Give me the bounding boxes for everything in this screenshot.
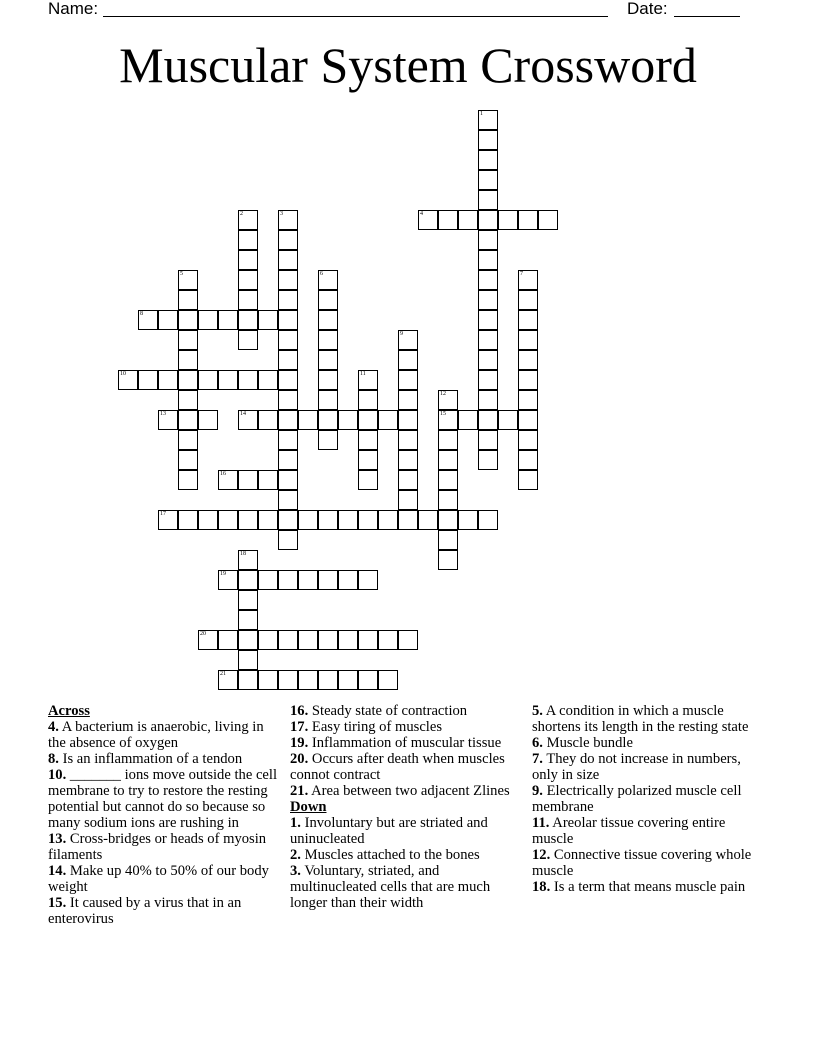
grid-cell[interactable] (438, 470, 458, 490)
grid-cell[interactable] (178, 390, 198, 410)
cell-number: 19 (220, 571, 226, 577)
grid-cell[interactable] (218, 510, 238, 530)
grid-cell[interactable] (378, 410, 398, 430)
grid-cell[interactable] (518, 330, 538, 350)
clue-number: 7. (532, 751, 543, 767)
date-label: Date: (627, 0, 668, 18)
clue-number: 21. (290, 783, 309, 799)
clue-text: It caused by a virus that in an enterovirus (48, 895, 242, 927)
grid-cell[interactable] (298, 510, 318, 530)
grid-cell[interactable] (478, 110, 498, 130)
grid-cell[interactable] (398, 630, 418, 650)
clue-text: Muscle bundle (542, 735, 633, 751)
grid-cell[interactable] (118, 370, 138, 390)
grid-cell[interactable] (238, 210, 258, 230)
grid-cell[interactable] (278, 290, 298, 310)
grid-cell[interactable] (178, 370, 198, 390)
grid-cell[interactable] (518, 350, 538, 370)
grid-cell[interactable] (478, 150, 498, 170)
across-clue-15 (48, 895, 284, 927)
grid-cell[interactable] (318, 270, 338, 290)
name-label: Name: (48, 0, 99, 18)
grid-cell[interactable] (238, 570, 258, 590)
grid-cell[interactable] (278, 270, 298, 290)
clue-text: Is an inflammation of a tendon (58, 751, 243, 767)
grid-cell[interactable] (158, 310, 178, 330)
grid-cell[interactable] (258, 370, 278, 390)
cell-number: 18 (240, 551, 246, 557)
grid-cell[interactable] (438, 490, 458, 510)
cell-number: 2 (240, 211, 243, 217)
grid-cell[interactable] (198, 630, 218, 650)
clue-text: Is a term that means muscle pain (550, 879, 746, 895)
grid-cell[interactable] (518, 470, 538, 490)
grid-cell[interactable] (318, 410, 338, 430)
across-clue-4 (48, 719, 284, 751)
clue-text: Inflammation of muscular tissue (308, 735, 502, 751)
grid-cell[interactable] (258, 670, 278, 690)
grid-cell[interactable] (178, 290, 198, 310)
grid-cell[interactable] (418, 210, 438, 230)
grid-cell[interactable] (258, 510, 278, 530)
clue-text: Occurs after death when muscles connot contract (290, 751, 505, 783)
grid-cell[interactable] (298, 630, 318, 650)
grid-cell[interactable] (358, 510, 378, 530)
grid-cell[interactable] (358, 570, 378, 590)
grid-cell[interactable] (198, 310, 218, 330)
grid-cell[interactable] (438, 410, 458, 430)
grid-cell[interactable] (298, 670, 318, 690)
cell-number: 7 (520, 271, 523, 277)
grid-cell[interactable] (358, 390, 378, 410)
grid-cell[interactable] (478, 370, 498, 390)
cell-number: 16 (220, 471, 226, 477)
grid-cell[interactable] (478, 310, 498, 330)
grid-cell[interactable] (398, 410, 418, 430)
down-clue-5 (532, 703, 762, 735)
grid-cell[interactable] (398, 370, 418, 390)
grid-cell[interactable] (238, 410, 258, 430)
grid-cell[interactable] (238, 590, 258, 610)
grid-cell[interactable] (458, 210, 478, 230)
clue-text: Areolar tissue covering entire muscle (532, 815, 726, 847)
clue-text: Electrically polarized muscle cell membrane (532, 783, 742, 815)
cell-number: 5 (180, 271, 183, 277)
down-clue-2 (290, 847, 516, 863)
clue-text: Area between two adjacent Zlines (308, 783, 510, 799)
grid-cell[interactable] (238, 270, 258, 290)
clue-text: Cross-bridges or heads of myosin filaments (48, 831, 267, 863)
clues-column-2 (290, 703, 516, 911)
cell-number: 3 (280, 211, 283, 217)
grid-cell[interactable] (518, 210, 538, 230)
cell-number: 10 (120, 371, 126, 377)
grid-cell[interactable] (278, 670, 298, 690)
grid-cell[interactable] (438, 210, 458, 230)
grid-cell[interactable] (238, 470, 258, 490)
grid-cell[interactable] (518, 390, 538, 410)
cell-number: 11 (360, 371, 366, 377)
grid-cell[interactable] (338, 570, 358, 590)
grid-cell[interactable] (318, 330, 338, 350)
grid-cell[interactable] (318, 670, 338, 690)
grid-cell[interactable] (278, 350, 298, 370)
grid-cell[interactable] (258, 470, 278, 490)
clue-number: 9. (532, 783, 543, 799)
down-clue-9 (532, 783, 762, 815)
grid-cell[interactable] (318, 290, 338, 310)
grid-cell[interactable] (398, 490, 418, 510)
grid-cell[interactable] (358, 470, 378, 490)
grid-cell[interactable] (238, 330, 258, 350)
grid-cell[interactable] (278, 530, 298, 550)
grid-cell[interactable] (218, 310, 238, 330)
grid-cell[interactable] (178, 470, 198, 490)
grid-cell[interactable] (238, 290, 258, 310)
grid-cell[interactable] (358, 450, 378, 470)
grid-cell[interactable] (218, 370, 238, 390)
grid-cell[interactable] (278, 390, 298, 410)
clue-number: 13. (48, 831, 67, 847)
clue-number: 14. (48, 863, 67, 879)
clue-number: 18. (532, 879, 551, 895)
down-clue-7 (532, 751, 762, 783)
cell-number: 1 (480, 111, 483, 117)
grid-cell[interactable] (238, 650, 258, 670)
grid-cell[interactable] (438, 450, 458, 470)
cell-number: 21 (220, 671, 226, 677)
clue-text: _______ ions move outside the cell membrane to try to restore the resting potential but cannot do so because so many sodium ions are rushing in (48, 767, 278, 831)
clue-text: A condition in which a muscle shortens its length in the resting state (532, 703, 749, 735)
grid-cell[interactable] (478, 210, 498, 230)
clue-number: 6. (532, 735, 543, 751)
grid-cell[interactable] (318, 310, 338, 330)
grid-cell[interactable] (198, 410, 218, 430)
grid-cell[interactable] (438, 430, 458, 450)
grid-cell[interactable] (278, 250, 298, 270)
grid-cell[interactable] (398, 330, 418, 350)
grid-cell[interactable] (138, 370, 158, 390)
clue-text: A bacterium is anaerobic, living in the absence of oxygen (48, 719, 264, 751)
grid-cell[interactable] (358, 430, 378, 450)
clue-number: 20. (290, 751, 309, 767)
clue-number: 10. (48, 767, 67, 783)
grid-cell[interactable] (358, 670, 378, 690)
across-clue-10 (48, 767, 284, 831)
grid-cell[interactable] (278, 370, 298, 390)
grid-cell[interactable] (298, 410, 318, 430)
grid-cell[interactable] (278, 490, 298, 510)
grid-cell[interactable] (258, 630, 278, 650)
cell-number: 13 (160, 411, 166, 417)
grid-cell[interactable] (278, 450, 298, 470)
across-clue-17 (290, 719, 516, 735)
grid-cell[interactable] (338, 670, 358, 690)
down-heading: Down (290, 799, 327, 815)
clue-number: 3. (290, 863, 301, 879)
grid-cell[interactable] (318, 430, 338, 450)
cell-number: 15 (440, 411, 446, 417)
grid-cell[interactable] (218, 570, 238, 590)
clue-number: 5. (532, 703, 543, 719)
grid-cell[interactable] (458, 410, 478, 430)
grid-cell[interactable] (358, 370, 378, 390)
cell-number: 14 (240, 411, 246, 417)
across-clue-16 (290, 703, 516, 719)
clue-number: 17. (290, 719, 309, 735)
grid-cell[interactable] (178, 330, 198, 350)
grid-cell[interactable] (478, 130, 498, 150)
down-clue-12 (532, 847, 762, 879)
down-clue-3 (290, 863, 516, 911)
grid-cell[interactable] (278, 330, 298, 350)
clue-number: 1. (290, 815, 301, 831)
grid-cell[interactable] (138, 310, 158, 330)
cell-number: 6 (320, 271, 323, 277)
grid-cell[interactable] (378, 670, 398, 690)
grid-cell[interactable] (478, 330, 498, 350)
clues-column-1 (48, 703, 284, 927)
grid-cell[interactable] (478, 270, 498, 290)
grid-cell[interactable] (398, 430, 418, 450)
grid-cell[interactable] (238, 250, 258, 270)
grid-cell[interactable] (518, 450, 538, 470)
grid-cell[interactable] (238, 230, 258, 250)
clue-number: 4. (48, 719, 59, 735)
across-clue-8 (48, 751, 284, 767)
across-clue-19 (290, 735, 516, 751)
grid-cell[interactable] (478, 430, 498, 450)
grid-cell[interactable] (318, 350, 338, 370)
clue-number: 15. (48, 895, 67, 911)
grid-cell[interactable] (278, 510, 298, 530)
grid-cell[interactable] (178, 510, 198, 530)
clue-text: Steady state of contraction (308, 703, 468, 719)
grid-cell[interactable] (218, 470, 238, 490)
grid-cell[interactable] (178, 350, 198, 370)
grid-cell[interactable] (178, 310, 198, 330)
grid-cell[interactable] (478, 190, 498, 210)
grid-cell[interactable] (218, 670, 238, 690)
grid-cell[interactable] (238, 670, 258, 690)
grid-cell[interactable] (318, 370, 338, 390)
grid-cell[interactable] (278, 630, 298, 650)
grid-cell[interactable] (438, 530, 458, 550)
grid-cell[interactable] (278, 210, 298, 230)
clue-number: 11. (532, 815, 550, 831)
grid-cell[interactable] (358, 630, 378, 650)
down-clue-1 (290, 815, 516, 847)
grid-cell[interactable] (398, 350, 418, 370)
grid-cell[interactable] (518, 410, 538, 430)
grid-cell[interactable] (178, 270, 198, 290)
clue-number: 16. (290, 703, 309, 719)
grid-cell[interactable] (338, 510, 358, 530)
grid-cell[interactable] (338, 630, 358, 650)
cell-number: 17 (160, 511, 166, 517)
clue-text: They do not increase in numbers, only in size (532, 751, 741, 783)
cell-number: 9 (400, 331, 403, 337)
grid-cell[interactable] (518, 370, 538, 390)
grid-cell[interactable] (478, 450, 498, 470)
clue-text: Muscles attached to the bones (300, 847, 480, 863)
cell-number: 20 (200, 631, 206, 637)
grid-cell[interactable] (478, 510, 498, 530)
clue-text: Involuntary but are striated and uninucleated (290, 815, 488, 847)
grid-cell[interactable] (198, 370, 218, 390)
grid-cell[interactable] (518, 290, 538, 310)
across-clue-14 (48, 863, 284, 895)
grid-cell[interactable] (178, 430, 198, 450)
clue-number: 8. (48, 751, 59, 767)
grid-cell[interactable] (278, 470, 298, 490)
grid-cell[interactable] (238, 310, 258, 330)
grid-cell[interactable] (538, 210, 558, 230)
cell-number: 4 (420, 211, 423, 217)
grid-cell[interactable] (318, 390, 338, 410)
grid-cell[interactable] (398, 470, 418, 490)
grid-cell[interactable] (478, 230, 498, 250)
grid-cell[interactable] (478, 290, 498, 310)
grid-cell[interactable] (278, 310, 298, 330)
grid-cell[interactable] (238, 550, 258, 570)
grid-cell[interactable] (518, 310, 538, 330)
grid-cell[interactable] (338, 410, 358, 430)
down-clue-6 (532, 735, 762, 751)
grid-cell[interactable] (218, 630, 238, 650)
clue-text: Make up 40% to 50% of our body weight (48, 863, 269, 895)
across-clue-21 (290, 783, 516, 799)
grid-cell[interactable] (238, 610, 258, 630)
grid-cell[interactable] (438, 510, 458, 530)
grid-cell[interactable] (438, 550, 458, 570)
grid-cell[interactable] (478, 350, 498, 370)
down-clue-11 (532, 815, 762, 847)
grid-cell[interactable] (358, 410, 378, 430)
across-clue-20 (290, 751, 516, 783)
grid-cell[interactable] (278, 430, 298, 450)
grid-cell[interactable] (378, 510, 398, 530)
grid-cell[interactable] (158, 410, 178, 430)
grid-cell[interactable] (478, 170, 498, 190)
grid-cell[interactable] (398, 510, 418, 530)
grid-cell[interactable] (178, 450, 198, 470)
grid-cell[interactable] (518, 430, 538, 450)
clue-text: Voluntary, striated, and multinucleated cells that are much longer than their width (290, 863, 491, 911)
grid-cell[interactable] (458, 510, 478, 530)
grid-cell[interactable] (398, 450, 418, 470)
grid-cell[interactable] (498, 410, 518, 430)
grid-cell[interactable] (238, 630, 258, 650)
cell-number: 12 (440, 391, 446, 397)
grid-cell[interactable] (398, 390, 418, 410)
down-clue-18 (532, 879, 762, 895)
grid-cell[interactable] (198, 510, 218, 530)
clue-text: Connective tissue covering whole muscle (532, 847, 752, 879)
clue-number: 12. (532, 847, 551, 863)
grid-cell[interactable] (518, 270, 538, 290)
grid-cell[interactable] (378, 630, 398, 650)
grid-cell[interactable] (498, 210, 518, 230)
grid-cell[interactable] (278, 570, 298, 590)
grid-cell[interactable] (278, 410, 298, 430)
clue-text: Easy tiring of muscles (308, 719, 443, 735)
grid-cell[interactable] (158, 370, 178, 390)
clues-column-3 (532, 703, 762, 895)
grid-cell[interactable] (258, 570, 278, 590)
grid-cell[interactable] (258, 410, 278, 430)
grid-cell[interactable] (478, 250, 498, 270)
grid-cell[interactable] (258, 310, 278, 330)
cell-number: 8 (140, 311, 143, 317)
grid-cell[interactable] (238, 370, 258, 390)
grid-cell[interactable] (478, 390, 498, 410)
grid-cell[interactable] (298, 570, 318, 590)
grid-cell[interactable] (318, 630, 338, 650)
grid-cell[interactable] (178, 410, 198, 430)
grid-cell[interactable] (318, 570, 338, 590)
grid-cell[interactable] (478, 410, 498, 430)
grid-cell[interactable] (438, 390, 458, 410)
page-title: Muscular System Crossword (119, 37, 697, 93)
clue-number: 2. (290, 847, 301, 863)
grid-cell[interactable] (238, 510, 258, 530)
grid-cell[interactable] (418, 510, 438, 530)
across-clue-13 (48, 831, 284, 863)
grid-cell[interactable] (278, 230, 298, 250)
across-heading: Across (48, 703, 90, 719)
grid-cell[interactable] (318, 510, 338, 530)
clue-number: 19. (290, 735, 309, 751)
grid-cell[interactable] (158, 510, 178, 530)
